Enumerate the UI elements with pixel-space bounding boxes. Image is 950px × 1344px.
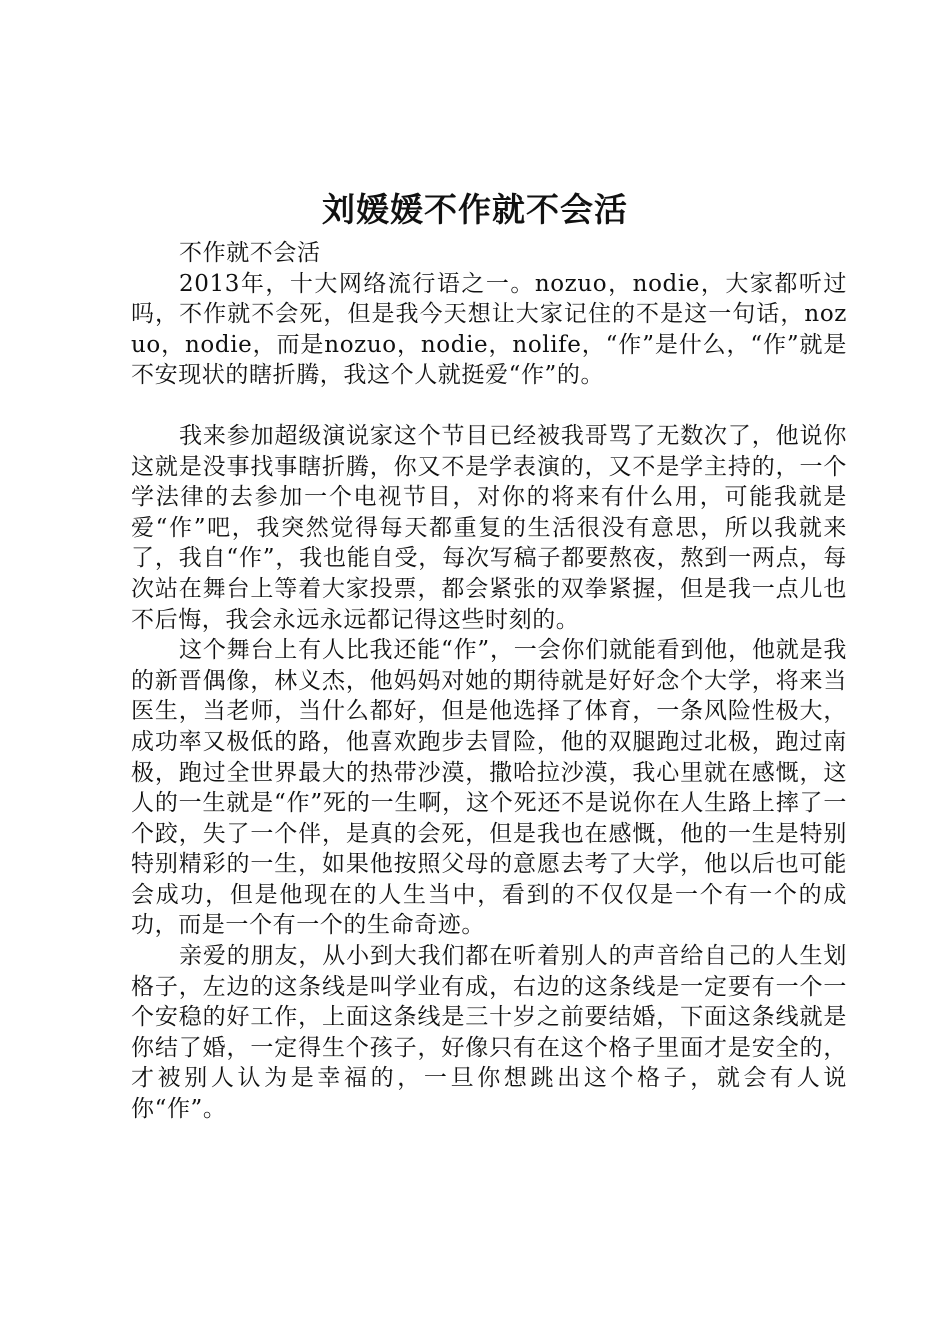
paragraph-1: 2013年，十大网络流行语之一。nozuo，nodie，大家都听过吗，不作就不会死，但是我今天想让大家记住的不是这一句话，nozuo，nodie，而是nozuo，nodie，nolife，“作”是什么，“作”就是不安现状的瞎折腾，我这个人就挺爱“作”的。 [131,270,847,389]
document-subtitle: 不作就不会活 [179,240,321,266]
document-title: 刘媛媛不作就不会活 [322,190,628,229]
paragraph-3: 这个舞台上有人比我还能“作”，一会你们就能看到他，他就是我的新晋偶像，林义杰，他妈妈对她的期待就是好好念个大学，将来当医生，当老师，当什么都好，但是他选择了体育，一条风险性极大，成功率又极低的路，他喜欢跑步去冒险，他的双腿跑过北极，跑过南极，跑过全世界最大的热带沙漠，撒哈拉沙漠，我心里就在感慨，这人的一生就是“作”死的一生啊，这个死还不是说你在人生路上摔了一个跤，失了一个伴，是真的会死，但是我也在感慨，他的一生是特别特别精彩的一生，如果他按照父母的意愿去考了大学，他以后也可能会成功，但是他现在的人生当中，看到的不仅仅是一个有一个的成功，而是一个有一个的生命奇迹。 [131,637,847,939]
document-body [131,238,847,1125]
paragraph-2: 我来参加超级演说家这个节目已经被我哥骂了无数次了，他说你这就是没事找事瞎折腾，你又不是学表演的，又不是学主持的，一个学法律的去参加一个电视节目，对你的将来有什么用，可能我就是爱“作”吧，我突然觉得每天都重复的生活很没有意思，所以我就来了，我自“作”，我也能自受，每次写稿子都要熬夜，熬到一两点，每次站在舞台上等着大家投票，都会紧张的双拳紧握，但是我一点儿也不后悔，我会永远永远都记得这些时刻的。 [131,422,847,633]
paragraph-4: 亲爱的朋友，从小到大我们都在听着别人的声音给自己的人生划格子，左边的这条线是叫学业有成，右边的这条线是一定要有一个一个安稳的好工作，上面这条线是三十岁之前要结婚，下面这条线就是你结了婚，一定得生个孩子，好像只有在这个格子里面才是安全的，才被别人认为是幸福的，一旦你想跳出这个格子，就会有人说你“作”。 [131,943,847,1123]
